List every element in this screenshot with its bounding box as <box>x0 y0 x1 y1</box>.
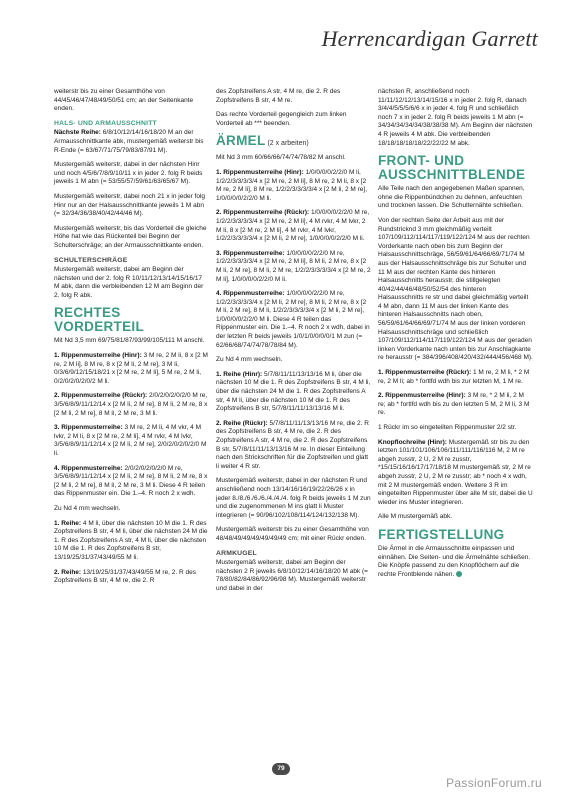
paragraph <box>216 169 371 203</box>
row-text: 1 M re, 2 M li, * 2 M re, 2 M li; ab * fortlfd wdh bis zur letzten M, 1 M re. <box>378 369 530 385</box>
paragraph <box>378 369 533 386</box>
paragraph <box>54 129 209 155</box>
section-heading-schulter: SCHULTERSCHRÄGE <box>54 256 128 264</box>
paragraph: Zu Nd 4 mm wechseln. <box>216 356 283 364</box>
heading-subtext: (2 x arbeiten) <box>265 140 309 148</box>
paragraph <box>54 352 209 386</box>
heading-line-2: AUSSCHNITTBLENDE <box>378 167 526 183</box>
paragraph <box>54 465 209 499</box>
paragraph <box>378 439 533 508</box>
section-heading-fertig: FERTIGSTELLUNG <box>378 526 505 542</box>
row-text: 5/7/8/11/11/13/13/16 M li, über die nächsten 10 M die 1. R des Zopfstreifens B str, 4 M li, über die nächsten 24 M die 1. R des Zopfstreifens A str, 4 M li, über die nächsten 10 M die 1. R des Zopfstreifens B str, 5/7/8/11/11/13/13/16 M li. <box>216 370 371 413</box>
row-lead: 1. Rippenmusterreihe (Hinr): <box>54 352 142 360</box>
text-column-2 <box>216 88 371 600</box>
row-lead: 3. Rippenmusterreihe: <box>216 249 285 257</box>
row-lead: Nächste Reihe: <box>54 129 101 137</box>
row-text: 1/0/0/0/0/2/2/0 M re, 1/2/2/3/3/3/3/4 x [2 M li, 2 M re], 8 M li, 2 M re, 8 x [2 M li, 2 M re], 8 M li, 1/2/2/3/3/3/3/4 x [2 M li, 2 M re], 1/0/0/0/0/2/2/0 M li. Diese 4 R teilen das Rippenmuster ein. Die 1.–4. R noch 2 x wdh, dabei in der letzten R beids jeweils 1/0/1/0/0/0/0/1 M zun (= 62/66/68/74/74/78/78/84 M). <box>216 290 370 349</box>
text-column-3 <box>378 88 533 585</box>
row-text: 2/0/2/0/2/0/2/0 M re, 3/5/6/8/9/11/12/14 x [2 M li, 2 M re], 8 M li, 2 M re, 8 x [2 M li, 2 M re], 8 M li, 2 M re, 3 M li. <box>54 392 208 417</box>
row-lead: 2. Reihe (Rückr): <box>216 419 268 427</box>
paragraph: Alle Teile nach den angegebenen Maßen spannen, ohne die Rippenbündchen zu dehnen, anfeuchten und trocknen lassen. Die Schulternähte schließen. <box>378 185 525 210</box>
row-text: 1/0/0/0/0/2/2/0 M li, 1/2/2/3/3/3/3/4 x [2 M re, 2 M li], 8 M re, 2 M li, 8 x [2 M re, 2 M li], 8 M re, 1/2/2/3/3/3/3/4 x [2 M li, 2 M re], 1/0/0/0/0/2/2/0 M li. <box>216 168 367 202</box>
paragraph: Mit Nd 3 mm 60/66/66/74/74/78/82 M anschl. <box>216 154 346 162</box>
paragraph <box>378 545 533 579</box>
paragraph: weiterstr bis zu einer Gesamthöhe von 44/45/46/47/48/49/50/51 cm; an der Seitenkante enden. <box>54 88 194 113</box>
paragraph: Das rechte Vorderteil gegengleich zum linken Vorderteil ab *** beenden. <box>216 111 347 127</box>
watermark: PassionForum.ru <box>446 776 542 790</box>
row-text: 1/0/0/0/0/2/2/0 M re, 1/2/2/3/3/3/3/4 x [2 M re, 2 M li], 8 M li, 2 M re, 8 x [2 M li, 2 M re], 8 M li, 2 M re, 1/2/2/3/3/3/3/4 x [2 M re, 2 M li], 1/0/0/0/0/2/2/0 M li. <box>216 249 371 283</box>
row-text: 13/19/25/31/37/43/49/55 M re, 2. R des Zopfstreifens B str, 4 M re, die 2. R <box>54 568 197 585</box>
paragraph-text: Die Ärmel in die Armausschnitte einpassen und einnähen. Die Seiten- und die Ärmelnähte schließen. Die Knöpfe passend zu den Knopflöchern auf die rechte Frontblende nähen. <box>378 544 531 578</box>
paragraph: 1 Rückr im so eingeteilten Rippenmuster 2/2 str. <box>378 424 517 431</box>
paragraph: Mustergemäß weiterstr bis zu einer Gesamthöhe von 48/48/49/49/49/49/49/49 cm; mit einer Rückr enden. <box>216 526 369 542</box>
text-column-1 <box>54 88 209 592</box>
section-heading-hals: HALS- UND ARMAUSSCHNITT <box>54 119 157 127</box>
paragraph <box>216 420 371 472</box>
paragraph: Alle M mustergemäß abk. <box>378 513 453 521</box>
row-lead: 1. Reihe (Hinr): <box>216 370 263 378</box>
row-text: 3 M re, 2 M li, 4 M vkr, 4 M lvkr, 2 M li, 8 x [2 M re, 2 M li], 4 M rvkr, 4 M lvkr, 3/5/6/8/9/11/12/14 x [2 M li, 2 M re], 2/0/2/0/2/0/2/0 M li. <box>54 424 207 457</box>
paragraph: Mustergemäß weiterstr, dabei am Beginn der nächsten und der 2. folg R 10/11/12/13/14/15/16/17 M abk, dann die verbleibenden 12 M am Beginn der 2. folg R abk. <box>54 266 204 299</box>
row-text: 1/0/0/0/0/2/2/0 M re, 1/2/2/3/3/3/3/4 x [2 M re, 2 M li], 4 M rvkr, 4 M lvkr, 2 M li, 8 x [2 M re, 2 M li], 4 M rvkr, 4 M lvkr, 1/2/2/3/3/3/3/4 x [2 M li, 2 M re], 1/0/0/0/0/2/2/0 M li. <box>216 209 370 243</box>
page-number: 79 <box>272 763 290 775</box>
row-lead: 3. Rippenmusterreihe: <box>54 424 123 432</box>
row-lead: 4. Rippenmusterreihe: <box>216 290 285 298</box>
row-text: 3 M re, * 2 M li, 2 M re; ab * fortlfd wdh bis zu den letzten 5 M, 2 M li, 3 M re. <box>378 392 530 417</box>
paragraph: Mustergemäß weiterstr, dabei in der nächsten Hinr und noch 4/5/6/7/8/9/10/11 x in jeder 2. folg R beids jeweils 1 M abn (= 53/55/57/59/61/63/65/67 M). <box>54 161 203 186</box>
row-text: 4 M li, über die nächsten 10 M die 1. R des Zopfstreifens B str, 4 M li, über die nächsten 24 M die 1. R des Zopfstreifens A str, 4 M li, über die nächsten 10 M die 1. R des Zopfstreifens B str, 13/19/25/31/37/43/49/55 M li. <box>54 519 208 561</box>
row-lead: 4. Rippenmusterreihe: <box>54 464 123 472</box>
end-marker-icon <box>456 571 462 577</box>
section-heading-front <box>378 154 533 182</box>
paragraph: Mustergemäß weiterstr, dabei noch 21 x in jeder folg Hinr nur an der Halsausschnittkante jeweils 1 M abn (= 32/34/36/38/40/42/44/46 M). <box>54 192 206 218</box>
paragraph: Mit Nd 3,5 mm 69/75/81/87/93/99/105/111 M anschl. <box>54 337 205 345</box>
row-lead: 1. Rippenmusterreihe (Rückr): <box>378 369 472 377</box>
row-text: 5/7/8/11/11/13/13/16 M re, die 2. R des Zopfstreifens B str, 4 M re, die 2. R des Zopfstreifens A str, 4 M re, die 2. R des Zopfstreifens B str, 5/7/8/11/11/13/13/16 M re. In dieser Einteilung nach den Strickschriften für die Zopfstreifen und glatt li weiter 4 R str. <box>216 419 369 470</box>
paragraph: des Zopfstreifens A str, 4 M re, die 2. R des Zopfstreifens B str, 4 M re. <box>216 88 341 104</box>
row-lead: 2. Rippenmusterreihe (Rückr): <box>216 209 310 217</box>
section-heading-aermel <box>216 134 371 151</box>
paragraph: Mustergemäß weiterstr, dabei in der nächsten R und anschließend noch 13/14/16/16/19/22/26/26 x in jeder 8./8./6./6./6./4./4./4. folg R beids jeweils 1 M zun und die zugenommenen M ins glatt li Muster integrieren (= 90/96/102/108/114/124/132/138 M). <box>216 477 371 519</box>
paragraph: Mustergemäß weiterstr, dabei am Beginn der nächsten 2 R jeweils 6/8/10/12/14/16/18/20 M abk (= 78/80/82/84/86/92/96/98 M). Mustergemäß weiterstr und dabei in der <box>216 559 368 592</box>
paragraph: Mustergemäß weiterstr, bis das Vorderteil die gleiche Höhe hat wie das Rückenteil bei Beginn der Schulterschräge; an der Armausschnittkante enden. <box>54 224 207 249</box>
row-lead: 2. Rippenmusterreihe (Rückr): <box>54 392 148 400</box>
heading-text: ÄRMEL <box>216 133 266 149</box>
paragraph <box>54 424 209 458</box>
paragraph: Zu Nd 4 mm wechseln. <box>54 504 121 512</box>
section-heading-armkugel: ARMKUGEL <box>216 549 257 557</box>
row-text: 2/0/2/0/2/0/2/0 M re, 3/5/6/8/9/11/12/14 x [2 M li, 2 M re], 8 M li, 2 M re, 8 x [2 M li, 2 M re], 8 M li, 2 M re, 3 M li. Diese 4 R teilen das Rippenmuster ein. Die 1.–4. R noch 2 x wdh. <box>54 464 208 498</box>
paragraph <box>216 371 371 414</box>
paragraph <box>54 569 209 586</box>
heading-line-1: FRONT- UND <box>378 153 465 169</box>
paragraph <box>54 520 209 563</box>
paragraph <box>216 250 371 284</box>
row-text: 3 M re, 2 M li, 8 x [2 M re, 2 M li], 8 M re, 8 x [2 M li, 2 M re], 3 M li, 0/3/6/9/12/15/18/21 x [2 M re, 2 M li], 5 M re, 2 M li, 0/2/0/2/0/2/0/2 M li. <box>54 352 208 385</box>
paragraph <box>54 392 209 418</box>
row-lead: Knopflochreihe (Hinr): <box>378 438 447 446</box>
row-lead: 1. Reihe: <box>54 519 82 527</box>
paragraph <box>216 209 371 243</box>
row-lead: 1. Rippenmusterreihe (Hinr): <box>216 168 304 176</box>
paragraph: nächsten R, anschließend noch 11/11/12/12/13/14/15/16 x in jeder 2. folg R, danach 3/4/4/5/5/5/6/6 x in jeder 4. folg R und schließlich noch 7 x in jeder 2. folg R beids jeweils 1 M abn (= 34/34/34/34/34/38/38/38 M). Am Beginn der nächsten 4 R jeweils 4 M abk. Die verbleibenden 18/18/18/18/18/22/22/22 M abk. <box>378 88 533 147</box>
row-text: Mustergemäß str bis zu den letzten 101/101/106/106/111/111/116/116 M, 2 M re abgeh zusstr, 2 U, 2 M re zusstr, *15/15/16/16/17/17/18/18 M mustergemäß str, 2 M re abgeh zusstr, 2 U, 2 M re zusstr; ab * noch 4 x wdh, mit 2 M mustergemäß enden. Weitere 3 R im eingeteilten Rippenmuster über alle M str, dabei die U wieder ins Muster integrieren. <box>378 438 533 506</box>
row-text: 6/8/10/12/14/16/18/20 M an der Armausschnittkante abk, mustergemäß weiterstr bis R-Ende (= 63/67/71/75/79/83/87/91 M). <box>54 129 204 154</box>
paragraph <box>216 290 371 350</box>
paragraph <box>378 392 533 418</box>
page-title: Herrencardigan Garrett <box>321 26 538 51</box>
row-lead: 2. Rippenmusterreihe (Hinr): <box>378 392 466 400</box>
section-heading-rechts: RECHTES VORDERTEIL <box>54 305 145 335</box>
paragraph: Von der rechten Seite der Arbeit aus mit der Rundstricknd 3 mm gleichmäßig verteilt 107/109/112/114/117/119/122/124 M aus der rechten Vorderkante nach oben bis zum Beginn der Halsausschnittschräge, 56/59/61/64/66/69/71/74 M aus der Halsausschnittschräge bis zur Schulter und 11 M aus der rechten Kante des hinteren Halsausschnitts herausstr, die stillgelegten 40/42/44/46/48/50/52/54 des hinteren Halsausschnitts re str und dabei gleichmäßig verteilt 4 M abn, dann 11 M aus der linken Kante des hinteren Halsausschnitts nach oben, 56/59/61/64/66/69/71/74 M aus der linken vorderen Halsausschnittschräge und schließlich 107/109/112/114/117/119/122/124 M aus der geraden linken Vorderkante nach unten bis zur Anschlagkante re herausstr (= 384/396/408/420/432/444/456/468 M). <box>378 216 533 362</box>
row-lead: 2. Reihe: <box>54 568 82 576</box>
